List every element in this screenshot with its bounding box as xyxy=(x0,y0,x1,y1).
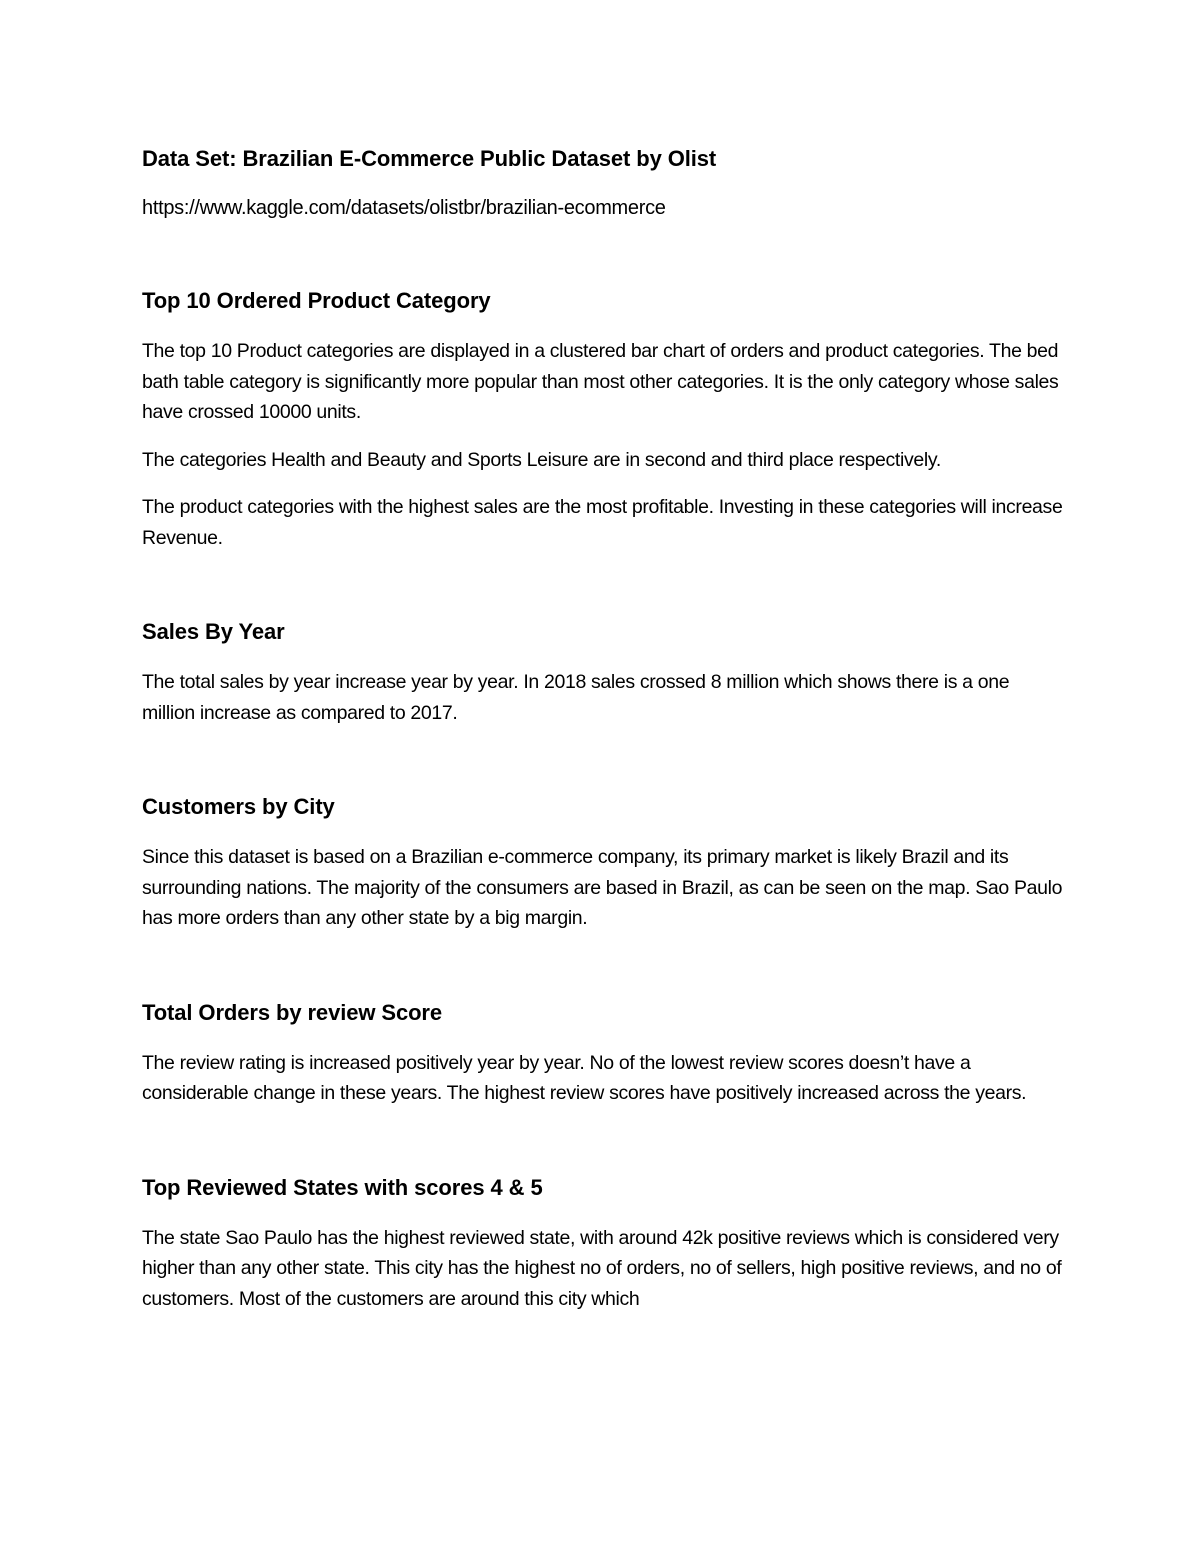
section-heading: Customers by City xyxy=(142,794,335,819)
section-sales-by-year xyxy=(142,616,1067,728)
section-paragraph: The total sales by year increase year by year. In 2018 sales crossed 8 million which shows there is a one million increase as compared to 2017. xyxy=(142,671,1010,724)
section-heading: Total Orders by review Score xyxy=(142,999,443,1025)
document-title: Data Set: Brazilian E-Commerce Public Dataset by Olist xyxy=(142,146,717,171)
section-customers-by-city xyxy=(142,791,1067,934)
section-top-10-category xyxy=(142,285,1067,553)
section-paragraph: Since this dataset is based on a Brazilian e-commerce company, its primary market is likely Brazil and its surrounding nations. The majority of the consumers are based in Brazil, as can be seen on the map. Sao Paulo has more orders than any other state by a big margin. xyxy=(142,846,1063,929)
section-paragraph: The state Sao Paulo has the highest reviewed state, with around 42k positive reviews which is considered very higher than any other state. This city has the highest no of orders, no of sellers, high positive reviews, and no of customers. Most of the customers are around this city which xyxy=(142,1226,1062,1310)
section-paragraph: The top 10 Product categories are displayed in a clustered bar chart of orders and product categories. The bed bath table category is significantly more popular than most other categories. It is the only category whose sales have crossed 10000 units. xyxy=(142,340,1059,423)
section-paragraph: The categories Health and Beauty and Sports Leisure are in second and third place respectively. xyxy=(142,448,941,471)
section-heading: Sales By Year xyxy=(142,619,285,644)
section-paragraph: The product categories with the highest sales are the most profitable. Investing in these categories will increase Revenue. xyxy=(142,496,1063,549)
section-top-reviewed-states xyxy=(142,1172,1067,1315)
document-page xyxy=(142,143,1067,1314)
section-heading: Top 10 Ordered Product Category xyxy=(142,288,491,313)
section-heading: Top Reviewed States with scores 4 & 5 xyxy=(142,1174,543,1200)
section-orders-by-review-score xyxy=(142,997,1067,1109)
section-paragraph: The review rating is increased positively year by year. No of the lowest review scores doesn’t have a considerable change in these years. The highest review scores have positively increased across the years. xyxy=(142,1051,1027,1104)
dataset-link[interactable]: https://www.kaggle.com/datasets/olistbr/brazilian-ecommerce xyxy=(142,197,666,219)
